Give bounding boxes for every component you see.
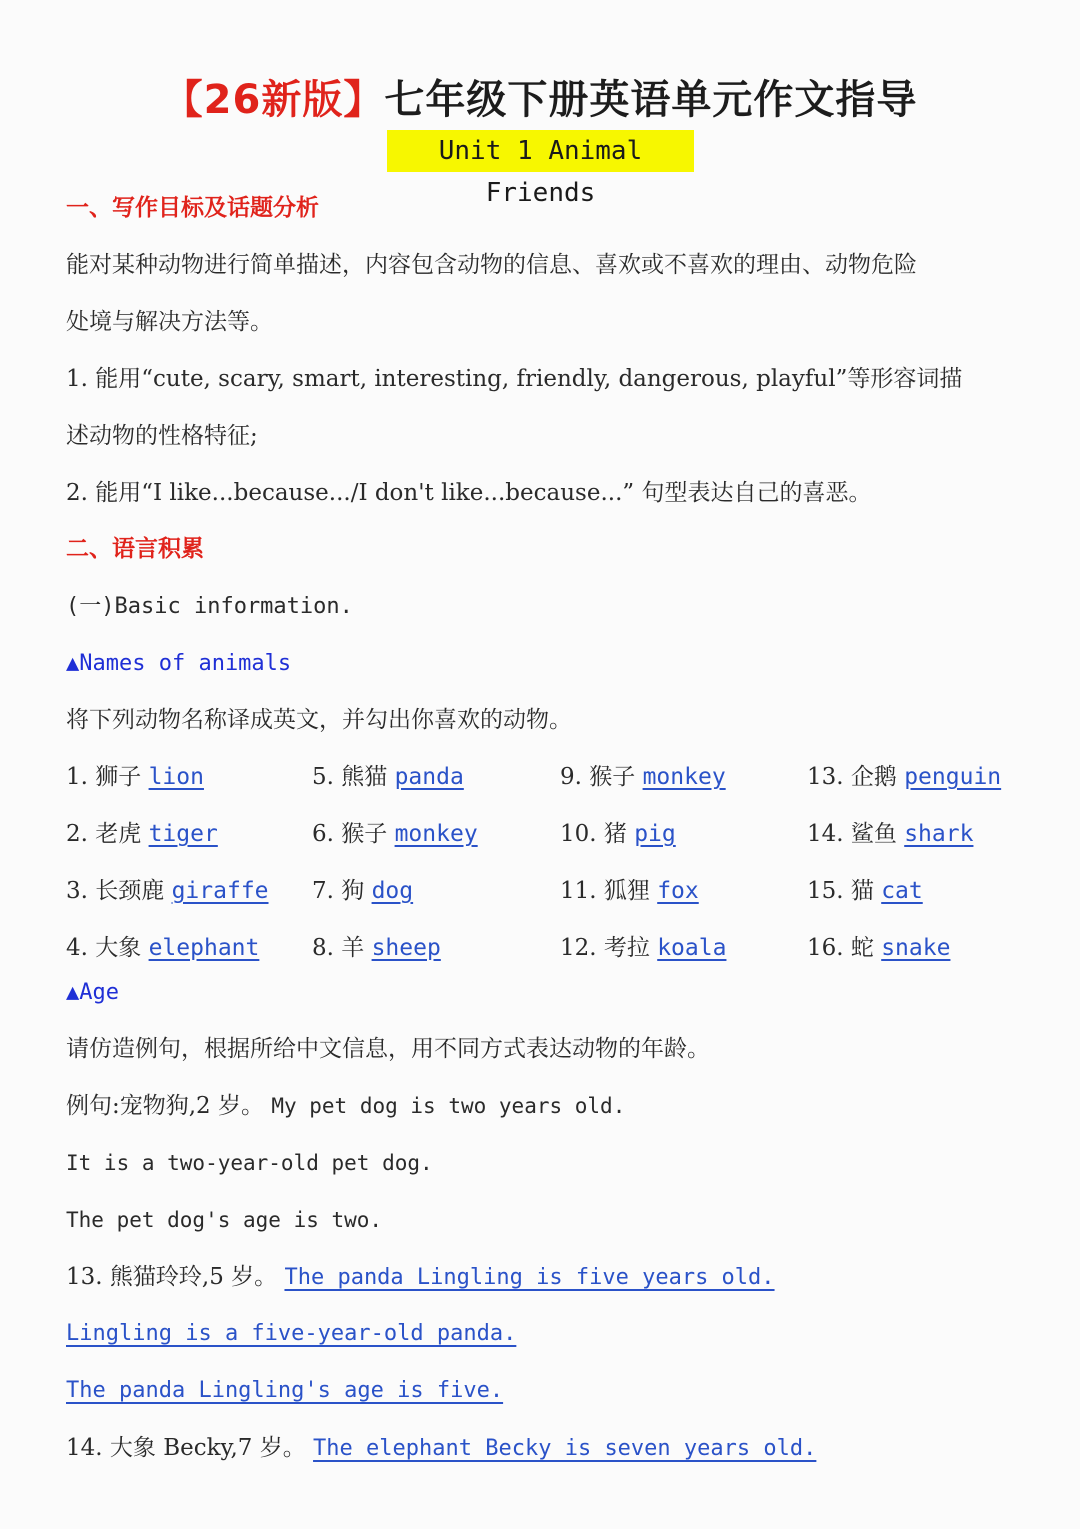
animal-item: 9. 猴子 monkey	[560, 764, 726, 790]
animal-answer: sheep	[371, 935, 441, 961]
edition-badge: 【26新版】	[162, 77, 385, 123]
animal-answer: shark	[904, 821, 974, 847]
question-14: 14. 大象 Becky,7 岁。 The elephant Becky is seven years old.	[66, 1435, 817, 1461]
animal-answer: dog	[371, 878, 414, 904]
animal-item: 10. 猪 pig	[560, 821, 676, 847]
animal-answer: cat	[881, 878, 923, 904]
animal-item: 5. 熊猫 panda	[312, 764, 464, 790]
animal-item: 1. 狮子 lion	[66, 764, 204, 790]
animal-item: 16. 蛇 snake	[807, 935, 951, 961]
age-instruction: 请仿造例句，根据所给中文信息，用不同方式表达动物的年龄。	[66, 1036, 710, 1062]
example-line: 例句:宠物狗,2 岁。 My pet dog is two years old.	[66, 1093, 626, 1119]
animal-item: 8. 羊 sheep	[312, 935, 441, 961]
animal-item: 12. 考拉 koala	[560, 935, 727, 961]
basic-info-heading: (一)Basic information.	[66, 594, 353, 619]
animal-item: 15. 猫 cat	[807, 878, 923, 904]
answer-line: The elephant Becky is seven years old.	[313, 1436, 817, 1461]
unit-label: Unit 1 Animal Friends	[387, 130, 694, 172]
animal-answer: monkey	[394, 821, 478, 847]
animal-answer: elephant	[148, 935, 260, 961]
section1-heading: 一、写作目标及话题分析	[66, 195, 319, 221]
example-sentence-3: The pet dog's age is two.	[66, 1208, 383, 1232]
animal-item: 3. 长颈鹿 giraffe	[66, 878, 269, 904]
section2-heading: 二、语言积累	[66, 536, 204, 562]
answer-line: Lingling is a five-year-old panda.	[66, 1321, 517, 1346]
goal-paragraph-line2: 处境与解决方法等。	[66, 309, 273, 335]
question-13: 13. 熊猫玲玲,5 岁。 The panda Lingling is five years old.	[66, 1264, 775, 1290]
answer-line: The panda Lingling is five years old.	[284, 1265, 775, 1290]
page-title	[0, 68, 1080, 125]
animal-item: 6. 猴子 monkey	[312, 821, 478, 847]
example-sentence-2: It is a two-year-old pet dog.	[66, 1151, 433, 1175]
animal-item: 14. 鲨鱼 shark	[807, 821, 974, 847]
animal-answer: monkey	[642, 764, 726, 790]
animal-item: 2. 老虎 tiger	[66, 821, 218, 847]
animal-answer: lion	[148, 764, 204, 790]
age-heading: ▲Age	[66, 980, 119, 1005]
title-text: 七年级下册英语单元作文指导	[384, 77, 918, 123]
animal-item: 13. 企鹅 penguin	[807, 764, 1002, 790]
animal-answer: fox	[657, 878, 699, 904]
goal-item2: 2. 能用“I like...because.../I don't like...because...” 句型表达自己的喜恶。	[66, 480, 872, 506]
animal-answer: penguin	[904, 764, 1002, 790]
animal-item: 11. 狐狸 fox	[560, 878, 699, 904]
animal-item: 4. 大象 elephant	[66, 935, 260, 961]
goal-item1-line2: 述动物的性格特征;	[66, 423, 258, 449]
animal-item: 7. 狗 dog	[312, 878, 414, 904]
animal-answer: giraffe	[171, 878, 269, 904]
goal-paragraph-line1: 能对某种动物进行简单描述，内容包含动物的信息、喜欢或不喜欢的理由、动物危险	[66, 252, 917, 278]
animal-answer: tiger	[148, 821, 218, 847]
names-of-animals-heading: ▲Names of animals	[66, 651, 292, 676]
animal-answer: snake	[881, 935, 951, 961]
animal-answer: panda	[394, 764, 464, 790]
animal-answer: koala	[657, 935, 727, 961]
answer-line: The panda Lingling's age is five.	[66, 1378, 504, 1403]
goal-item1-line1: 1. 能用“cute, scary, smart, interesting, friendly, dangerous, playful”等形容词描	[66, 366, 963, 392]
names-instruction: 将下列动物名称译成英文，并勾出你喜欢的动物。	[66, 707, 572, 733]
animal-answer: pig	[634, 821, 676, 847]
